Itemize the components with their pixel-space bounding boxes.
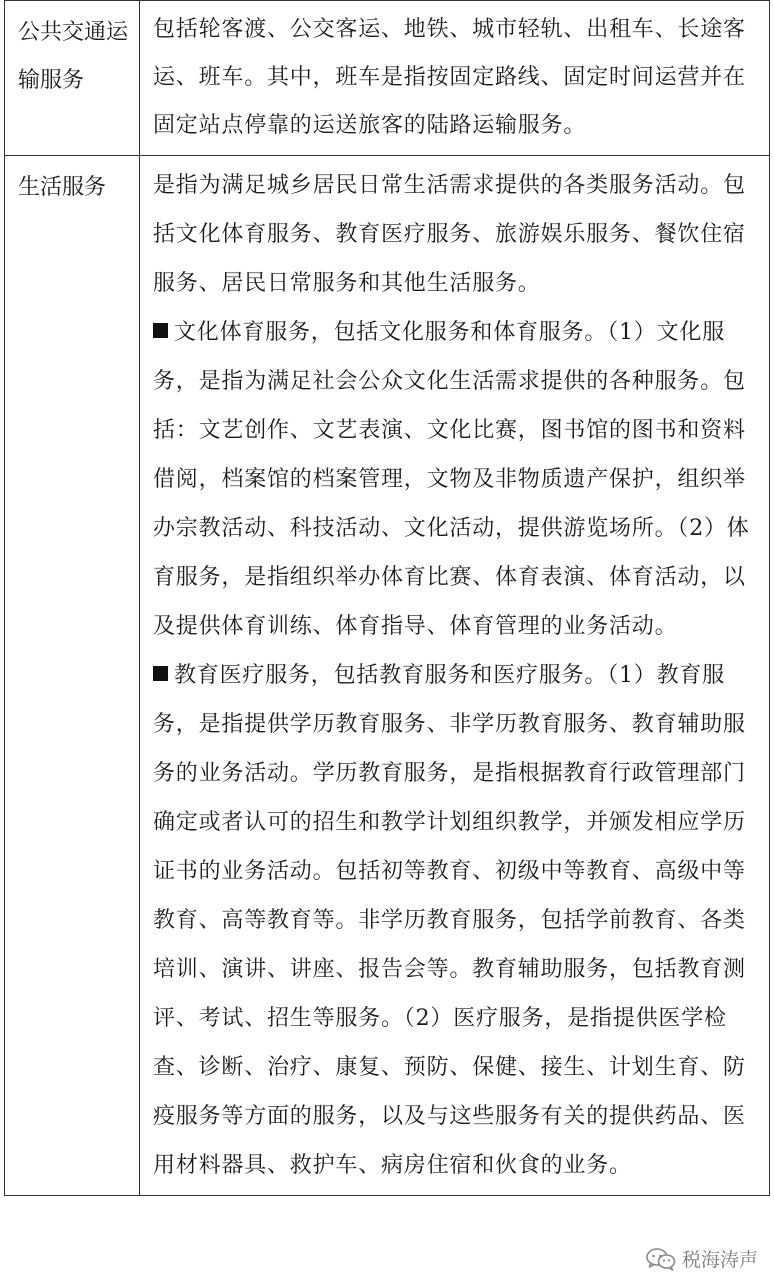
square-bullet-icon bbox=[153, 666, 168, 681]
table-row-life-services bbox=[5, 156, 770, 1196]
service-definition-table bbox=[4, 0, 770, 1196]
square-bullet-icon bbox=[153, 323, 168, 338]
row-label-cell bbox=[5, 156, 140, 1196]
table-row-public-transport bbox=[5, 1, 770, 156]
watermark bbox=[646, 1245, 758, 1272]
bullet-paragraph bbox=[153, 651, 759, 1190]
row-label: 公共交通运输服务 bbox=[18, 20, 129, 93]
bullet-paragraph bbox=[153, 308, 759, 651]
wechat-icon bbox=[646, 1247, 676, 1271]
row-description bbox=[140, 156, 769, 1195]
row-label: 生活服务 bbox=[18, 175, 107, 200]
row-description bbox=[140, 1, 769, 155]
paragraph-text: 文化体育服务，包括文化服务和体育服务。（1）文化服务，是指为满足社会公众文化生活需求提供的各种服务。包括：文艺创作、文艺表演、文化比赛，图书馆的图书和资料借阅，档案馆的档案管理，文物及非物质遗产保护，组织举办宗教活动、科技活动、文化活动，提供游览场所。（2）体育服务，是指组织举办体育比赛、体育表演、体育活动，以及提供体育训练、体育指导、体育管理的业务活动。 bbox=[153, 320, 750, 639]
row-label-cell bbox=[5, 1, 140, 156]
row-description-cell bbox=[140, 156, 770, 1196]
row-description-cell bbox=[140, 1, 770, 156]
watermark-text: 税海涛声 bbox=[681, 1249, 758, 1271]
paragraph: 包括轮客渡、公交客运、地铁、城市轻轨、出租车、长途客运、班车。其中，班车是指按固定路线、固定时间运营并在固定站点停靠的运送旅客的陆路运输服务。 bbox=[153, 17, 746, 138]
paragraph: 是指为满足城乡居民日常生活需求提供的各类服务活动。包括文化体育服务、教育医疗服务、旅游娱乐服务、餐饮住宿服务、居民日常服务和其他生活服务。 bbox=[153, 173, 746, 296]
paragraph-text: 教育医疗服务，包括教育服务和医疗服务。（1）教育服务，是指提供学历教育服务、非学历教育服务、教育辅助服务的业务活动。学历教育服务，是指根据教育行政管理部门确定或者认可的招生和教学计划组织教学，并颁发相应学历证书的业务活动。包括初等教育、初级中等教育、高级中等教育、高等教育等。非学历教育服务，包括学前教育、各类培训、演讲、讲座、报告会等。教育辅助服务，包括教育测评、考试、招生等服务。（2）医疗服务，是指提供医学检查、诊断、治疗、康复、预防、保健、接生、计划生育、防疫服务等方面的服务，以及与这些服务有关的提供药品、医用材料器具、救护车、病房住宿和伙食的业务。 bbox=[153, 663, 746, 1178]
